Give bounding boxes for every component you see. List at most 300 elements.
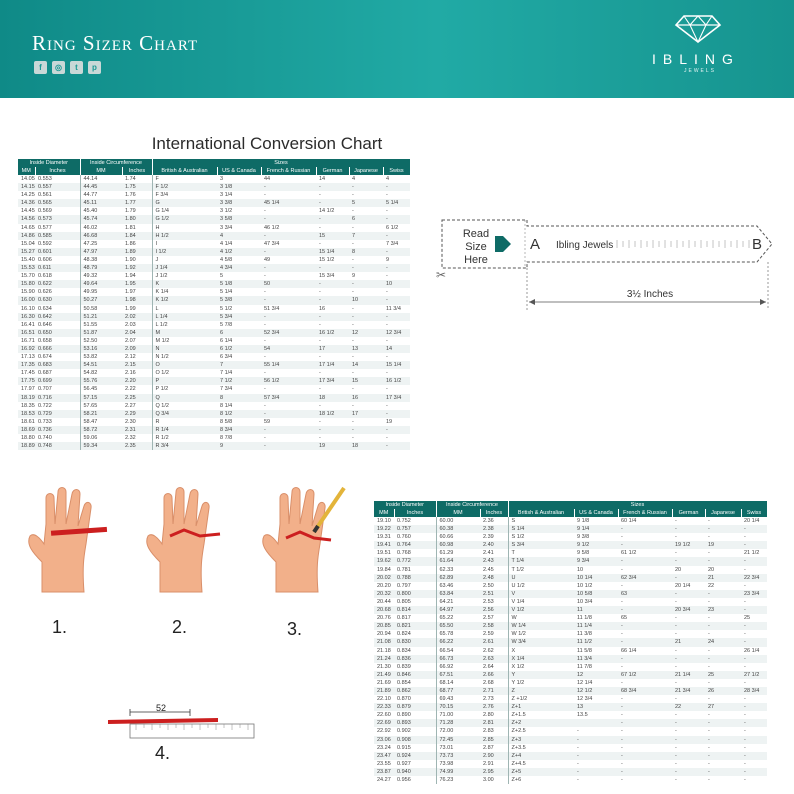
table-cell: 45.11: [80, 199, 122, 207]
table-cell: 49.64: [80, 280, 122, 288]
table-cell: -: [672, 574, 705, 582]
hand-step-2-illustration: [140, 484, 230, 594]
table-cell: -: [574, 736, 618, 744]
table-cell: -: [386, 192, 388, 199]
table-cell: -: [744, 712, 746, 719]
table-cell: 7 3/4: [220, 386, 233, 393]
table-cell: 8 1/2: [217, 410, 261, 418]
table-cell: -: [386, 386, 388, 393]
table-cell: -: [264, 435, 266, 441]
table-cell: -: [708, 679, 710, 686]
table-cell: -: [319, 321, 321, 328]
table-cell: 53.16: [80, 345, 122, 353]
table-cell: 2.64: [483, 663, 494, 670]
table-cell: 16.10: [21, 305, 35, 312]
table-row: [374, 655, 767, 663]
sizer-label-b: B: [752, 236, 763, 253]
table-cell: 45.40: [80, 207, 122, 215]
table-cell: 66 1/4: [621, 647, 637, 654]
table-cell: -: [319, 370, 321, 377]
table-cell: -: [708, 663, 710, 670]
table-cell: -: [744, 598, 746, 605]
header-french: French & Russian: [618, 509, 672, 517]
table-cell: 44.45: [80, 183, 122, 191]
table-cell: -: [744, 679, 746, 686]
table-cell: 60.98: [436, 541, 480, 549]
table-row: [374, 727, 767, 735]
table-cell: 62 3/4: [618, 574, 672, 582]
table-row: [18, 248, 410, 256]
table-cell: -: [744, 663, 746, 670]
table-cell: 2.85: [480, 736, 508, 744]
table-cell: 58.21: [80, 410, 122, 418]
table-cell: -: [383, 313, 410, 321]
table-cell: G 1/2: [152, 215, 217, 223]
table-cell: R 1/2: [152, 434, 217, 442]
table-cell: -: [261, 183, 316, 191]
table-cell: 0.630: [35, 296, 80, 304]
table-cell: 55 1/4: [261, 361, 316, 369]
table-cell: 3.00: [483, 777, 494, 783]
table-cell: 19.10: [377, 518, 391, 524]
table-cell: 22.10: [377, 696, 391, 703]
table-cell: 0.666: [35, 345, 80, 353]
brand-logo-text: IBLING: [652, 51, 740, 67]
table-cell: 15.70: [21, 273, 35, 280]
table-cell: 1.75: [122, 183, 152, 191]
table-cell: -: [577, 760, 579, 767]
table-cell: 15.80: [18, 280, 35, 288]
table-cell: 15.40: [21, 256, 35, 263]
table-cell: 46.02: [80, 224, 122, 232]
header-inside-circumference: Inside Circumference: [436, 501, 508, 509]
table-cell: -: [264, 273, 266, 280]
table-cell: 2.22: [125, 386, 136, 393]
table-cell: Z+2.5: [508, 727, 574, 735]
table-cell: 1.90: [125, 256, 136, 263]
table-cell: 0.805: [397, 598, 411, 605]
table-cell: 9 1/4: [574, 525, 618, 533]
table-cell: 5 1/2: [220, 305, 233, 312]
table-cell: -: [261, 248, 316, 256]
table-cell: 20.02: [374, 574, 394, 582]
table-cell: -: [675, 615, 677, 622]
table-row: [374, 776, 767, 784]
table-row: [18, 256, 410, 264]
table-cell: -: [705, 768, 741, 776]
table-cell: 5 3/4: [217, 313, 261, 321]
table-cell: 54.51: [80, 361, 122, 369]
table-cell: -: [675, 777, 677, 783]
table-cell: -: [386, 289, 388, 296]
table-cell: 2.62: [483, 647, 494, 654]
table-cell: 2.90: [480, 752, 508, 760]
table-cell: 49.95: [80, 288, 122, 296]
table-cell: 0.870: [397, 696, 411, 703]
table-cell: 20 1/4: [744, 518, 760, 524]
table-cell: -: [386, 337, 388, 344]
table-cell: -: [316, 183, 349, 191]
table-cell: 21.30: [377, 663, 391, 670]
table-cell: 10: [383, 280, 410, 288]
table-cell: 0.565: [35, 199, 80, 207]
table-cell: -: [386, 321, 388, 328]
table-cell: 14 1/2: [319, 208, 335, 215]
header-german: German: [672, 509, 705, 517]
table-row: [374, 744, 767, 752]
table-cell: 2.20: [122, 377, 152, 385]
table-cell: 0.553: [38, 176, 52, 182]
table-cell: 15.27: [18, 248, 35, 256]
facebook-icon[interactable]: f: [34, 61, 47, 74]
table-cell: -: [264, 354, 266, 361]
table-cell: 0.646: [38, 321, 52, 328]
table-row: [374, 541, 767, 549]
header-us: US & Canada: [217, 167, 261, 175]
table-row: [374, 574, 767, 582]
table-cell: 18.35: [21, 402, 35, 409]
table-cell: 0.757: [394, 525, 436, 533]
table-cell: 25: [705, 671, 741, 679]
table-cell: -: [675, 647, 677, 654]
table-cell: -: [675, 663, 677, 670]
table-cell: 8 1/4: [220, 402, 233, 409]
table-cell: -: [383, 248, 410, 256]
table-cell: -: [349, 183, 383, 191]
table-cell: 15: [349, 377, 383, 385]
conversion-table-1: [18, 159, 411, 450]
sizer-read-label: Read Size Here: [462, 228, 490, 266]
table-cell: 56 1/2: [261, 377, 316, 385]
table-cell: -: [264, 386, 266, 393]
table-cell: 0.658: [38, 337, 52, 344]
table-cell: 19.62: [374, 557, 394, 565]
table-cell: -: [672, 719, 705, 727]
table-cell: 0.902: [397, 728, 411, 735]
table-cell: -: [386, 354, 388, 361]
table-cell: -: [577, 728, 579, 735]
table-cell: 2.76: [480, 703, 508, 711]
table-cell: 59: [264, 418, 271, 425]
table-row: [374, 614, 767, 622]
table-cell: 73.01: [436, 744, 480, 752]
table-cell: -: [352, 354, 354, 361]
table-cell: -: [386, 370, 388, 377]
table-row: [374, 549, 767, 557]
table-cell: -: [705, 655, 741, 663]
table-cell: 21 1/2: [744, 550, 760, 557]
table-cell: U 1/2: [508, 582, 574, 590]
table-cell: 51.21: [80, 313, 122, 321]
table-cell: 0.830: [394, 638, 436, 646]
table-cell: R 1/4: [152, 426, 217, 434]
table-cell: Z+3: [508, 736, 574, 744]
table-cell: 72.00: [436, 727, 480, 735]
header-british: British & Australian: [152, 167, 217, 175]
table-cell: 63.84: [436, 590, 480, 598]
table-cell: T: [508, 549, 574, 557]
table-cell: 59.34: [80, 442, 122, 450]
table-cell: 0.821: [394, 622, 436, 630]
instagram-icon[interactable]: ◎: [52, 61, 65, 74]
table-cell: 13: [574, 703, 618, 711]
table-cell: -: [744, 631, 746, 638]
table-cell: 11 3/4: [386, 305, 401, 312]
table-cell: 20.44: [377, 598, 391, 605]
table-cell: 22.92: [377, 728, 391, 735]
table-cell: W: [508, 614, 574, 622]
table-cell: 2.03: [125, 321, 136, 328]
table-cell: -: [621, 760, 623, 767]
table-cell: -: [261, 232, 316, 240]
table-cell: -: [675, 534, 677, 541]
table-cell: -: [675, 598, 677, 605]
table-cell: 4: [352, 176, 356, 182]
table-cell: 1.98: [122, 296, 152, 304]
table-cell: -: [261, 296, 316, 304]
table-cell: 0.557: [35, 183, 80, 191]
pinterest-icon[interactable]: p: [88, 61, 101, 74]
table-cell: 50.58: [80, 305, 122, 313]
table-cell: 0.736: [35, 426, 80, 434]
table-cell: 61.64: [436, 557, 480, 565]
table-cell: -: [319, 192, 321, 199]
table-cell: 66.73: [436, 655, 480, 663]
table-cell: 64.21: [436, 598, 480, 606]
table-cell: 0.561: [38, 192, 52, 199]
table-cell: F: [152, 175, 217, 183]
table-cell: -: [352, 418, 354, 425]
table-cell: -: [741, 638, 767, 646]
table-cell: -: [261, 313, 316, 321]
table-row: [18, 426, 410, 434]
table-row: [18, 434, 410, 442]
table-cell: 1.76: [125, 192, 136, 199]
table-cell: 3 1/2: [220, 208, 233, 215]
table-cell: -: [386, 208, 388, 215]
conversion-table-2: [374, 501, 768, 784]
table-cell: 23.87: [374, 768, 394, 776]
table-cell: -: [672, 557, 705, 565]
table-cell: -: [705, 736, 741, 744]
table-cell: 4 1/2: [217, 248, 261, 256]
table-cell: 67.51: [436, 671, 480, 679]
table-cell: 57.15: [80, 394, 122, 402]
table-cell: -: [708, 518, 710, 524]
table-cell: 2.58: [480, 622, 508, 630]
table-cell: 2.15: [122, 361, 152, 369]
table-row: [18, 345, 410, 353]
table-cell: 15 1/4: [316, 248, 349, 256]
table-cell: -: [352, 402, 354, 409]
table-cell: 14.56: [18, 215, 35, 223]
table-cell: 3 3/8: [217, 199, 261, 207]
table-cell: 65.50: [436, 622, 480, 630]
table-cell: 65.22: [436, 614, 480, 622]
table-cell: -: [675, 728, 677, 735]
page-title: Ring Sizer Chart: [32, 31, 199, 55]
table-cell: X 1/4: [508, 655, 574, 663]
table-cell: 2.68: [483, 679, 494, 686]
hand-step-3-illustration: [256, 484, 351, 594]
table-cell: 22: [708, 582, 715, 589]
table-cell: 2.81: [480, 719, 508, 727]
scissors-icon: ✂: [436, 268, 447, 282]
table-cell: 17: [316, 345, 349, 353]
table-cell: 19.22: [374, 525, 394, 533]
table-cell: -: [621, 679, 623, 686]
table-row: [18, 272, 410, 280]
table-cell: 1.92: [122, 264, 152, 272]
table-cell: 46 1/2: [264, 224, 280, 231]
table-cell: Z+2: [508, 719, 574, 727]
table-cell: -: [349, 264, 383, 272]
table-cell: 54: [261, 345, 316, 353]
table-cell: 21.08: [374, 638, 394, 646]
table-row: [18, 207, 410, 215]
table-cell: 68.77: [436, 687, 480, 695]
table-cell: 0.760: [397, 534, 411, 541]
table-cell: -: [618, 752, 672, 760]
table-row: [18, 199, 410, 207]
table-cell: 57 3/4: [261, 394, 316, 402]
table-cell: 18.53: [18, 410, 35, 418]
table-cell: -: [319, 402, 321, 409]
table-cell: -: [621, 566, 623, 573]
table-cell: -: [672, 525, 705, 533]
table-cell: 18 1/2: [316, 410, 349, 418]
table-cell: Z+1: [508, 703, 574, 711]
table-cell: -: [618, 557, 672, 565]
table-cell: 5 1/4: [383, 199, 410, 207]
table-cell: -: [621, 712, 623, 719]
table-cell: 17: [349, 410, 383, 418]
table-row: [374, 590, 767, 598]
table-cell: 9 3/4: [574, 557, 618, 565]
table-cell: 1.79: [125, 208, 136, 215]
table-row: [374, 760, 767, 768]
table-cell: 17 1/4: [316, 361, 349, 369]
header-inches: Inches: [35, 167, 80, 175]
header-inches: Inches: [394, 509, 436, 517]
table-cell: 49: [264, 256, 271, 263]
table-cell: 69.43: [436, 695, 480, 703]
table-cell: -: [705, 719, 741, 727]
table-cell: Z +1/2: [508, 695, 574, 703]
table-cell: -: [675, 679, 677, 686]
table-cell: -: [744, 566, 746, 573]
table-cell: 52 3/4: [261, 329, 316, 337]
table-cell: 0.716: [35, 394, 80, 402]
table-cell: 17.35: [18, 361, 35, 369]
table-cell: -: [621, 696, 623, 703]
table-cell: 0.683: [35, 361, 80, 369]
table-row: [18, 215, 410, 223]
table-cell: -: [352, 370, 354, 377]
table-cell: 65.78: [436, 630, 480, 638]
table-cell: -: [708, 534, 710, 541]
table-cell: 53.82: [80, 353, 122, 361]
table-cell: 52.50: [80, 337, 122, 345]
table-cell: 14.25: [21, 192, 35, 199]
header-inside-diameter: Inside Diameter: [374, 501, 436, 509]
table-cell: 21: [672, 638, 705, 646]
table-cell: 17 3/4: [316, 377, 349, 385]
table-cell: 2.83: [483, 728, 494, 735]
table-cell: 21.89: [374, 687, 394, 695]
table-cell: -: [383, 232, 410, 240]
table-cell: 2.38: [480, 525, 508, 533]
table-cell: 58.72: [80, 426, 122, 434]
table-cell: 70.15: [436, 703, 480, 711]
table-cell: 0.924: [394, 752, 436, 760]
table-cell: -: [675, 631, 677, 638]
table-cell: 14: [383, 345, 410, 353]
table-cell: 64.97: [436, 606, 480, 614]
table-cell: 67 1/2: [618, 671, 672, 679]
table-cell: -: [574, 752, 618, 760]
table-cell: K 1/2: [152, 296, 217, 304]
header-mm: MM: [80, 167, 122, 175]
table-cell: 51.55: [80, 321, 122, 329]
table-cell: 6: [349, 215, 383, 223]
table-cell: -: [261, 410, 316, 418]
table-cell: 68 3/4: [618, 687, 672, 695]
table-cell: 59.06: [80, 434, 122, 442]
table-cell: 2.61: [480, 638, 508, 646]
table-cell: 14.05: [21, 176, 35, 182]
table-cell: -: [621, 598, 623, 605]
table-cell: -: [741, 768, 767, 776]
table-row: [374, 663, 767, 671]
table-cell: 7 3/4: [386, 240, 399, 247]
table-cell: -: [349, 280, 383, 288]
table-cell: W 1/4: [508, 622, 574, 630]
table-cell: 1.89: [122, 248, 152, 256]
table-cell: 0.839: [397, 663, 411, 670]
table-cell: 60.66: [436, 533, 480, 541]
table-cell: 8: [349, 248, 383, 256]
header-sizes: Sizes: [152, 159, 410, 167]
table-cell: 23.06: [374, 736, 394, 744]
header-mm: MM: [374, 509, 394, 517]
table-row: [18, 191, 410, 199]
table-cell: 0.781: [397, 566, 411, 573]
table-cell: -: [352, 224, 354, 231]
table-cell: -: [675, 550, 677, 557]
table-cell: L 1/4: [152, 313, 217, 321]
table-cell: -: [618, 768, 672, 776]
table-cell: 22.69: [374, 719, 394, 727]
table-cell: -: [386, 402, 388, 409]
table-cell: -: [349, 313, 383, 321]
table-cell: -: [261, 426, 316, 434]
table-cell: Y 1/2: [508, 679, 574, 687]
table-cell: 21.18: [377, 647, 391, 654]
table-cell: 21.49: [374, 671, 394, 679]
table-cell: 0.606: [38, 256, 52, 263]
table-cell: 8 3/4: [217, 426, 261, 434]
table-cell: -: [621, 777, 623, 783]
header-banner: [0, 0, 794, 98]
table-cell: 10 5/8: [574, 590, 618, 598]
table-cell: 2.57: [483, 615, 494, 622]
twitter-icon[interactable]: t: [70, 61, 83, 74]
ruler-measure-value: 52: [156, 703, 167, 713]
table-cell: -: [708, 760, 710, 767]
table-cell: 15 3/4: [319, 273, 335, 280]
table-cell: H: [152, 224, 217, 232]
